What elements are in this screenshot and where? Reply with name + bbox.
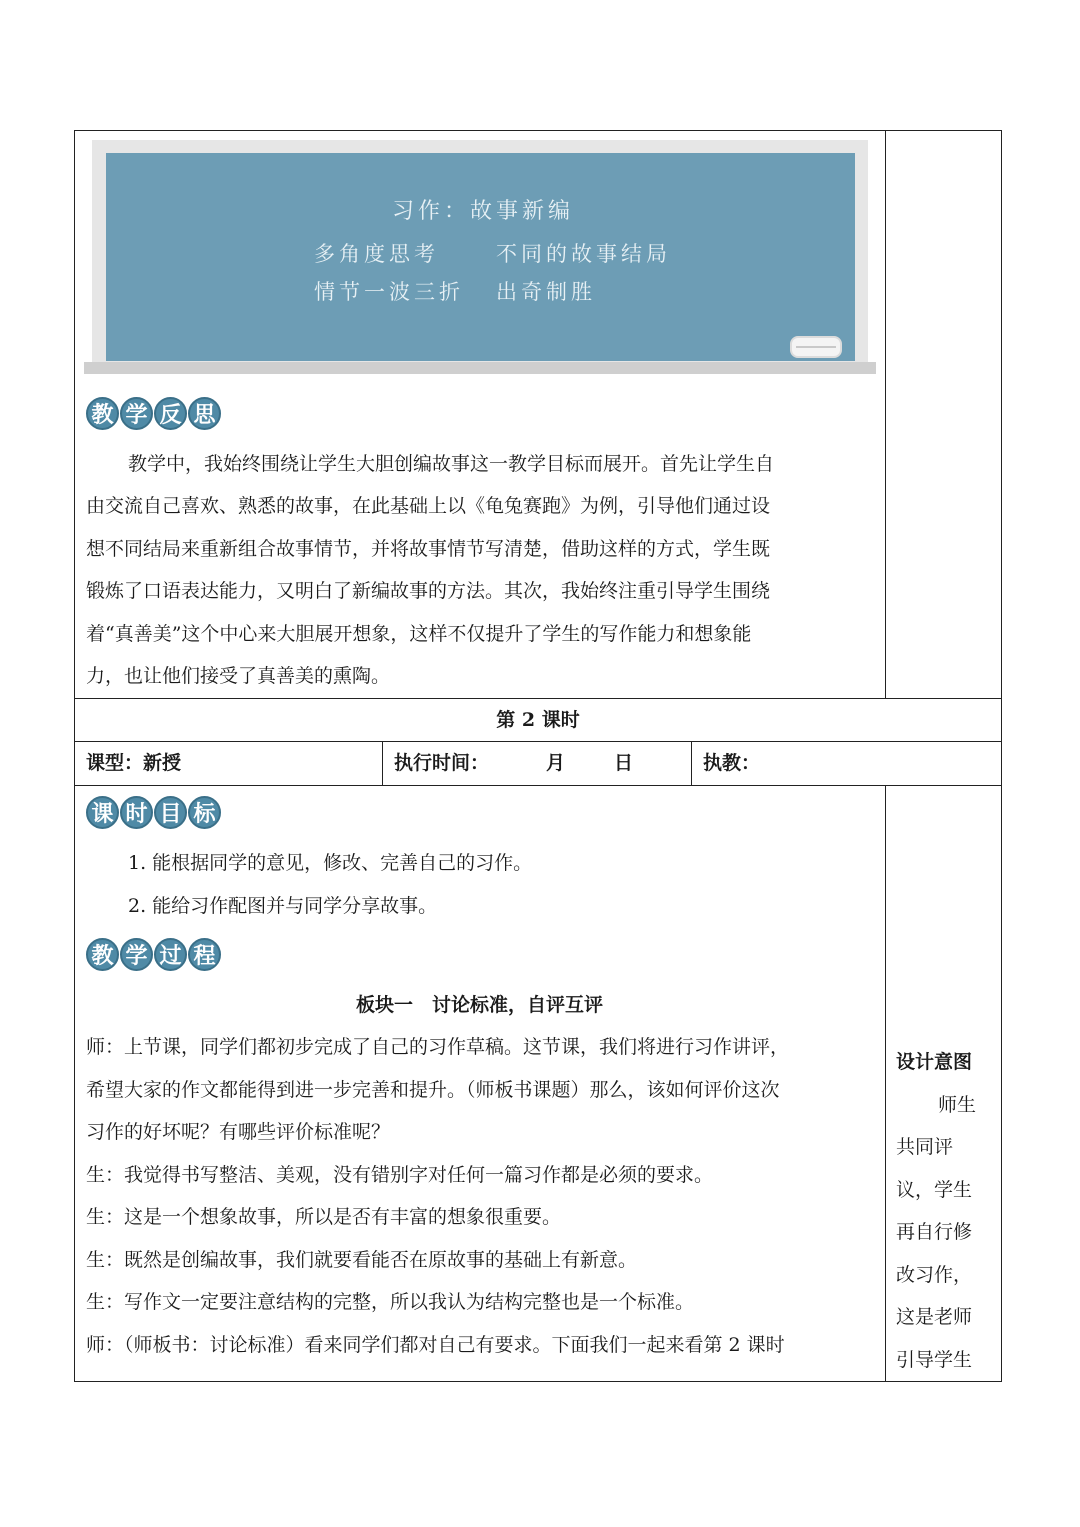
reflection-line: 力，也让他们接受了真善美的熏陶。 bbox=[86, 665, 391, 687]
table-bottom-border bbox=[74, 1381, 1002, 1382]
info-divider-1 bbox=[382, 741, 383, 785]
board-line-1a: 多角度思考 bbox=[314, 242, 439, 266]
badge-char: 过 bbox=[154, 938, 187, 971]
process-line: 习作的好坏呢？有哪些评价标准呢？ bbox=[86, 1121, 391, 1143]
goals-header bbox=[86, 796, 221, 829]
design-intent-line: 引导学生 bbox=[896, 1349, 973, 1371]
blackboard bbox=[106, 153, 855, 361]
badge-char: 标 bbox=[188, 796, 221, 829]
design-intent-line: 改习作， bbox=[896, 1264, 973, 1286]
board-line-2b: 出奇制胜 bbox=[496, 280, 596, 304]
section-title: 板块一 讨论标准，自评互评 bbox=[355, 994, 603, 1016]
table-left-border bbox=[74, 130, 75, 1382]
reflection-line: 想不同结局来重新组合故事情节，并将故事情节写清楚，借助这样的方式，学生既 bbox=[86, 538, 771, 560]
month-label: 月 bbox=[546, 752, 566, 774]
process-header bbox=[86, 938, 221, 971]
day-label: 日 bbox=[614, 752, 634, 774]
design-intent-line: 师生 bbox=[938, 1094, 977, 1116]
badge-char: 时 bbox=[120, 796, 153, 829]
reflection-line: 教学中，我始终围绕让学生大胆创编故事这一教学目标而展开。首先让学生自 bbox=[128, 453, 775, 475]
process-line: 生：写作文一定要注意结构的完整，所以我认为结构完整也是一个标准。 bbox=[86, 1291, 695, 1313]
badge-char: 学 bbox=[120, 397, 153, 430]
badge-char: 反 bbox=[154, 397, 187, 430]
side-column-divider-top bbox=[885, 130, 886, 698]
badge-char: 程 bbox=[188, 938, 221, 971]
badge-char: 教 bbox=[86, 938, 119, 971]
design-intent-line: 议，学生 bbox=[896, 1179, 973, 1201]
badge-char: 课 bbox=[86, 796, 119, 829]
reflection-line: 锻炼了口语表达能力，又明白了新编故事的方法。其次，我始终注重引导学生围绕 bbox=[86, 580, 771, 602]
lesson-type: 课型：新授 bbox=[86, 752, 182, 774]
badge-char: 目 bbox=[154, 796, 187, 829]
teacher-label: 执教： bbox=[703, 752, 761, 774]
design-intent-line: 这是老师 bbox=[896, 1306, 973, 1328]
board-line-2a: 情节一波三折 bbox=[314, 280, 464, 304]
row-divider-2 bbox=[74, 741, 1002, 742]
badge-char: 教 bbox=[86, 397, 119, 430]
table-top-border bbox=[74, 130, 1002, 131]
process-line: 师：（师板书：讨论标准）看来同学们都对自己有要求。下面我们一起来看第 2 课时 bbox=[86, 1334, 785, 1356]
side-column-divider-bottom bbox=[885, 785, 886, 1382]
eraser-icon bbox=[790, 336, 842, 358]
process-line: 师：上节课，同学们都初步完成了自己的习作草稿。这节课，我们将进行习作讲评， bbox=[86, 1036, 790, 1058]
process-line: 生：既然是创编故事，我们就要看能否在原故事的基础上有新意。 bbox=[86, 1249, 638, 1271]
lesson-title: 第 2 课时 bbox=[496, 709, 580, 731]
design-intent-line: 再自行修 bbox=[896, 1221, 973, 1243]
process-line: 希望大家的作文都能得到进一步完善和提升。（师板书课题）那么，该如何评价这次 bbox=[86, 1079, 780, 1101]
badge-char: 学 bbox=[120, 938, 153, 971]
process-line: 生：这是一个想象故事，所以是否有丰富的想象很重要。 bbox=[86, 1206, 562, 1228]
goal-item: 1. 能根据同学的意见，修改、完善自己的习作。 bbox=[128, 852, 533, 874]
design-intent-line: 共同评 bbox=[896, 1136, 954, 1158]
process-line: 生：我觉得书写整洁、美观，没有错别字对任何一篇习作都是必须的要求。 bbox=[86, 1164, 714, 1186]
board-line-1b: 不同的故事结局 bbox=[496, 242, 671, 266]
reflection-header bbox=[86, 397, 221, 430]
execution-time-label: 执行时间： bbox=[394, 752, 490, 774]
reflection-line: 着“真善美”这个中心来大胆展开想象，这样不仅提升了学生的写作能力和想象能 bbox=[86, 623, 752, 645]
info-divider-2 bbox=[691, 741, 692, 785]
blackboard-ledge bbox=[84, 362, 876, 374]
design-intent-title: 设计意图 bbox=[896, 1051, 973, 1073]
board-title: 习作：故事新编 bbox=[392, 199, 575, 224]
row-divider-3 bbox=[74, 785, 1002, 786]
badge-char: 思 bbox=[188, 397, 221, 430]
table-right-border bbox=[1001, 130, 1002, 1382]
goal-item: 2. 能给习作配图并与同学分享故事。 bbox=[128, 895, 438, 917]
reflection-line: 由交流自己喜欢、熟悉的故事，在此基础上以《龟兔赛跑》为例，引导他们通过设 bbox=[86, 495, 771, 517]
